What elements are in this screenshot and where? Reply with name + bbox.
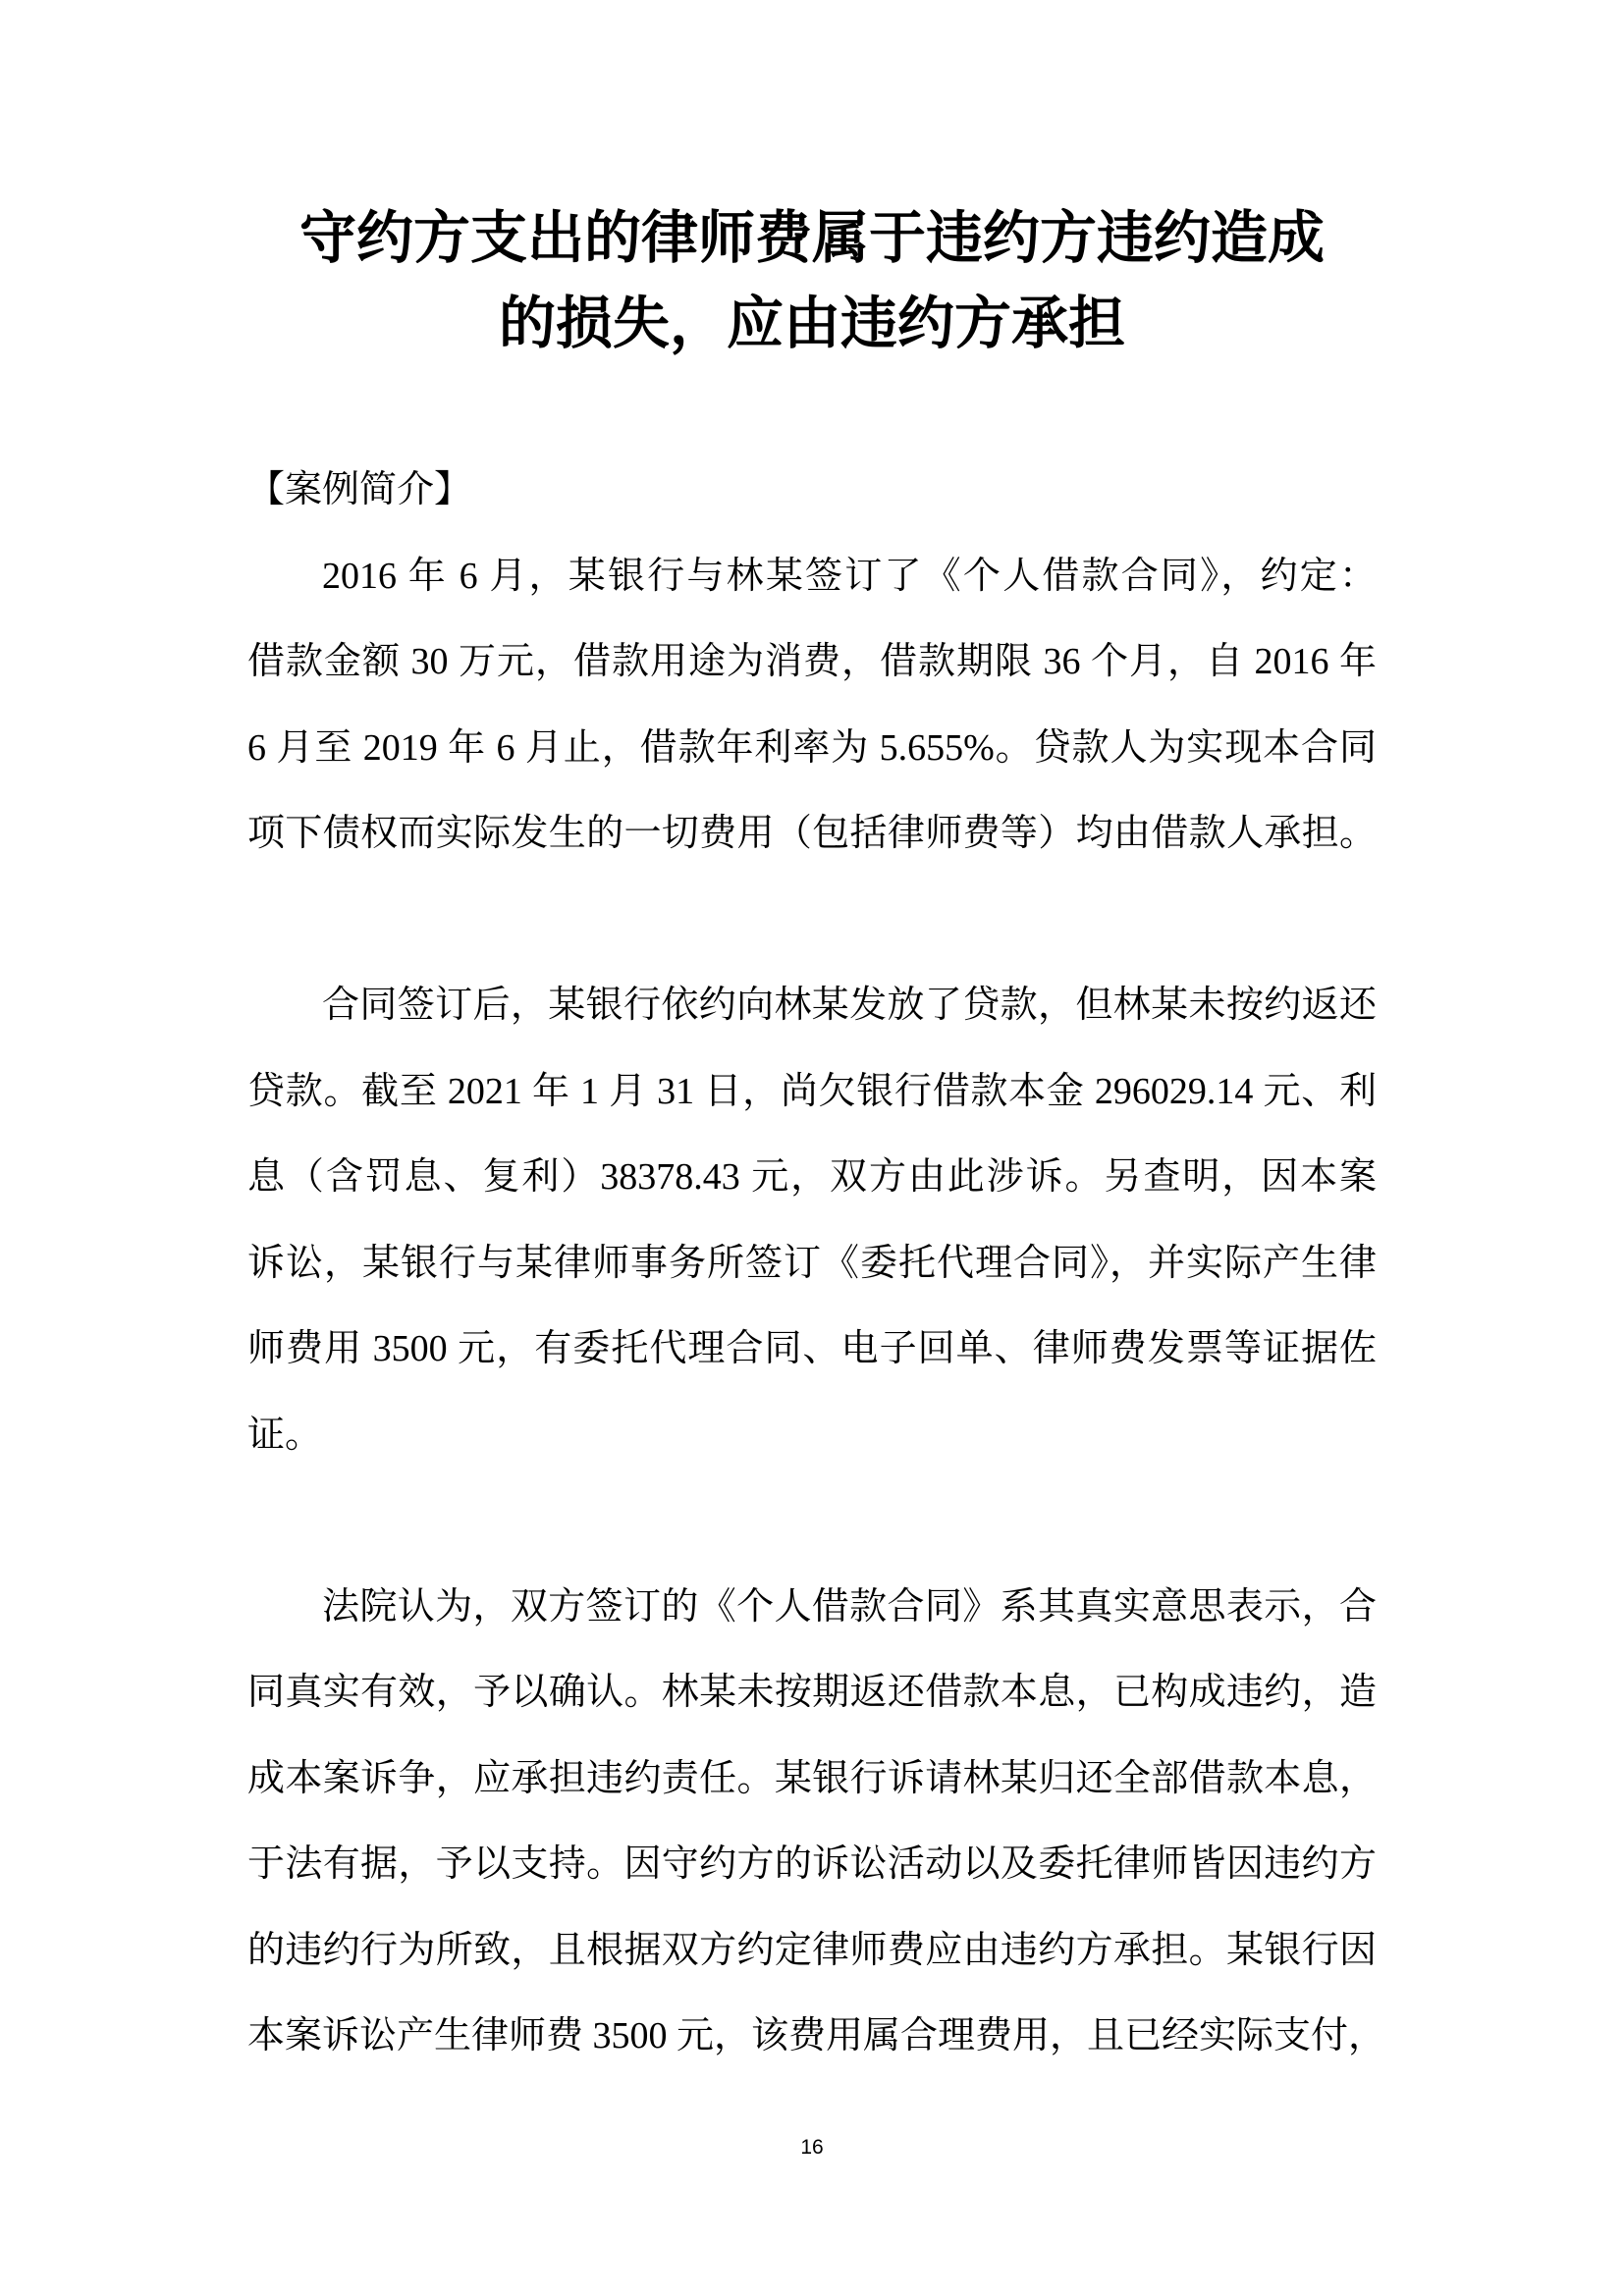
paragraph-line: 合同签订后，某银行依约向林某发放了贷款，但林某未按约返还 <box>322 985 1377 1026</box>
paragraph-line: 贷款。截至 2021 年 1 月 31 日，尚欠银行借款本金 296029.14 元、利 <box>247 1070 1377 1112</box>
paragraph-line: 借款金额 30 万元，借款用途为消费，借款期限 36 个月，自 2016 年 <box>247 641 1377 682</box>
paragraph-line: 诉讼，某银行与某律师事务所签订《委托代理合同》，并实际产生律 <box>247 1242 1377 1284</box>
title-line: 守约方支出的律师费属于违约方违约造成 <box>298 204 1325 271</box>
paragraph-spacer <box>247 1478 1377 1565</box>
paragraph-line: 2016 年 6 月，某银行与林某签订了《个人借款合同》，约定： <box>322 555 1377 597</box>
page-number: 16 <box>800 2136 824 2159</box>
paragraph-line: 成本案诉争，应承担违约责任。某银行诉请林某归还全部借款本息， <box>247 1757 1377 1799</box>
paragraph-line: 证。 <box>247 1414 323 1456</box>
paragraph-line: 法院认为，双方签订的《个人借款合同》系其真实意思表示，合 <box>322 1585 1377 1628</box>
paragraph-spacer <box>247 878 1377 964</box>
paragraph-case-facts <box>247 534 1377 878</box>
section-heading: 【案例简介】 <box>247 469 472 510</box>
document-body <box>247 448 1386 2080</box>
paragraph-line: 本案诉讼产生律师费 3500 元，该费用属合理费用，且已经实际支付， <box>247 2015 1386 2056</box>
paragraph-line: 息（含罚息、复利）38378.43 元，双方由此涉诉。另查明，因本案 <box>247 1156 1377 1198</box>
paragraph-line: 于法有据，予以支持。因守约方的诉讼活动以及委托律师皆因违约方 <box>247 1843 1377 1885</box>
paragraph-default-details <box>247 963 1377 1478</box>
paragraph-court-opinion <box>247 1565 1386 2080</box>
paragraph-line: 同真实有效，予以确认。林某未按期返还借款本息，已构成违约，造 <box>247 1672 1377 1713</box>
paragraph-line: 6 月至 2019 年 6 月止，借款年利率为 5.655%。贷款人为实现本合同 <box>247 726 1377 769</box>
title-line: 的损失，应由违约方承担 <box>498 290 1125 356</box>
paragraph-line: 的违约行为所致，且根据双方约定律师费应由违约方承担。某银行因 <box>247 1929 1377 1971</box>
paragraph-line: 项下债权而实际发生的一切费用（包括律师费等）均由借款人承担。 <box>247 813 1377 854</box>
paragraph-line: 师费用 3500 元，有委托代理合同、电子回单、律师费发票等证据佐 <box>247 1328 1377 1369</box>
document-title <box>247 195 1377 366</box>
